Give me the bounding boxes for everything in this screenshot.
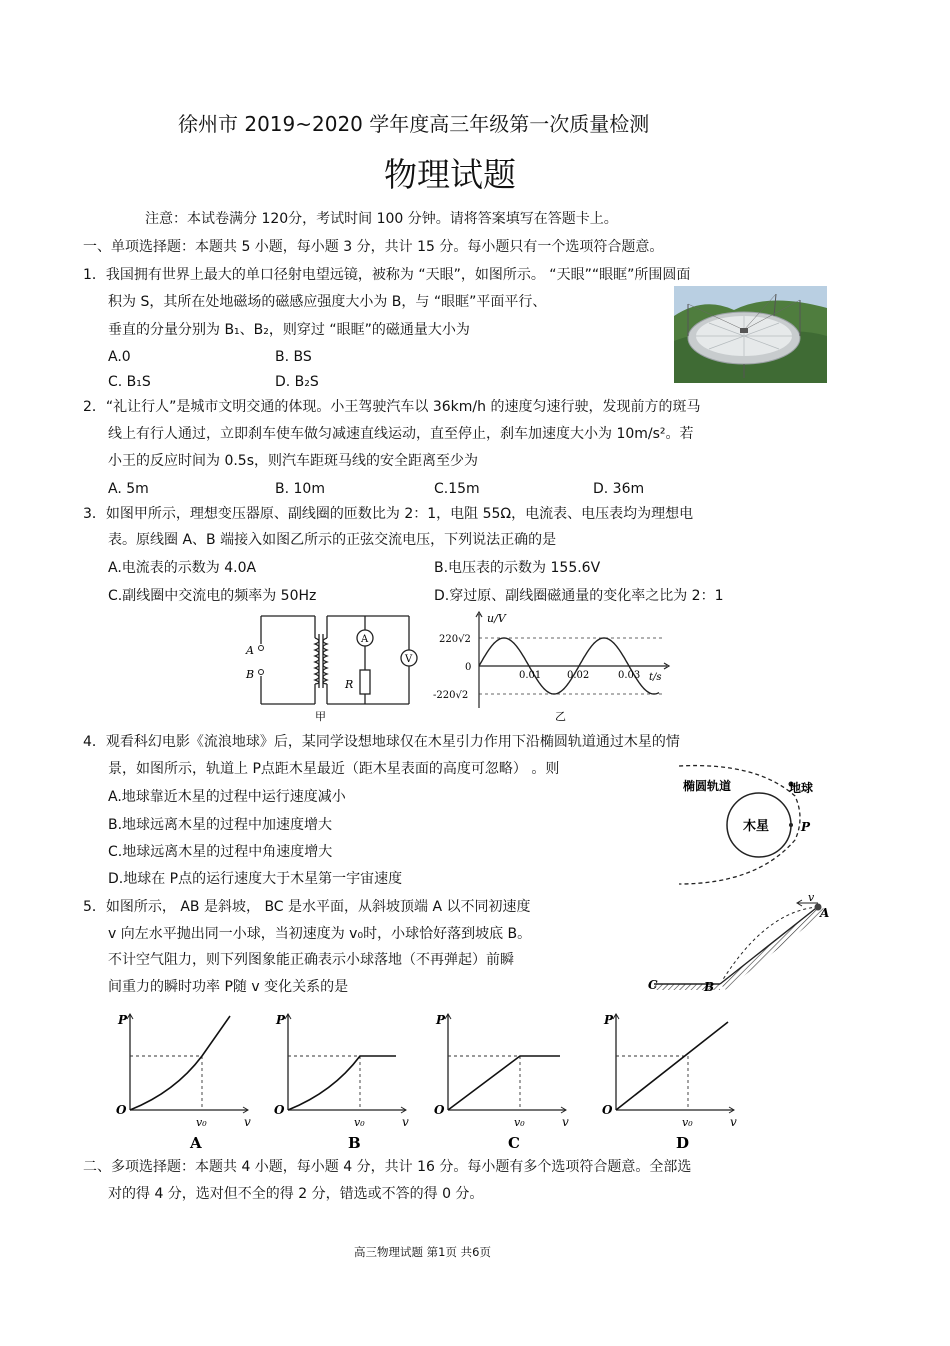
q1-line1: 1．我国拥有世界上最大的单口径射电望远镜，被称为 “天眼”，如图所示。 “天眼”“眼眶”所围圆面 <box>83 267 691 283</box>
point-b-label: B <box>704 980 715 994</box>
graph-p-label: P <box>436 1013 446 1027</box>
q1-line3: 垂直的分量分别为 B₁、B₂，则穿过 “眼眶”的磁通量大小为 <box>108 322 470 338</box>
q3-option-b: B.电压表的示数为 155.6V <box>434 560 601 576</box>
transformer-figure <box>243 608 675 724</box>
jupiter-label: 木星 <box>743 819 770 834</box>
graph-v0-label: v₀ <box>682 1116 693 1129</box>
section1-title: 一、单项选择题：本题共 5 小题，每小题 3 分，共计 15 分。每小题只有一个选项符合题意。 <box>83 239 664 255</box>
q1-option-b: B. BS <box>275 349 312 365</box>
x-tick-2: 0.02 <box>567 670 590 681</box>
q2-line3: 小王的反应时间为 0.5s，则汽车距斑马线的安全距离至少为 <box>108 453 479 469</box>
graph-v0-label: v₀ <box>196 1116 207 1129</box>
x-axis-label: t/s <box>649 672 662 683</box>
q1-option-a: A.0 <box>108 349 131 365</box>
point-c-label: C <box>648 978 658 992</box>
graph-origin-label: O <box>274 1103 285 1117</box>
power-velocity-graphs <box>108 1002 738 1152</box>
q3-line1: 3．如图甲所示，理想变压器原、副线圈的匝数比为 2：1，电阻 55Ω，电流表、电压表均为理想电 <box>83 506 694 522</box>
x-tick-1: 0.01 <box>519 670 542 681</box>
p-v-curve <box>448 1056 560 1110</box>
q5-line2: v 向左水平抛出同一小球，当初速度为 v₀时，小球恰好落到坡底 B。 <box>108 926 532 942</box>
graph-option-label: D <box>676 1134 690 1152</box>
q4-option-d: D.地球在 P点的运行速度大于木星第一宇宙速度 <box>108 871 403 887</box>
q4-line2: 景，如图所示，轨道上 P点距木星最近（距木星表面的高度可忽略） 。则 <box>108 761 560 777</box>
p-v-curve <box>288 1056 396 1110</box>
graph-v-label: v <box>244 1115 251 1129</box>
caption-yi: 乙 <box>555 710 566 723</box>
ammeter-label: A <box>361 634 369 645</box>
q3-option-d: D.穿过原、副线圈磁通量的变化率之比为 2：1 <box>434 588 724 604</box>
graph-p-label: P <box>604 1013 614 1027</box>
graph-option-label: C <box>508 1134 520 1152</box>
section2-line2: 对的得 4 分，选对但不全的得 2 分，错选或不答的得 0 分。 <box>108 1186 484 1202</box>
q5-line4: 间重力的瞬时功率 P随 v 变化关系的是 <box>108 979 349 995</box>
graph-option-label: B <box>348 1134 361 1152</box>
q3-line2: 表。原线圈 A、B 端接入如图乙所示的正弦交流电压，下列说法正确的是 <box>108 532 557 548</box>
telescope-photo <box>674 286 827 383</box>
q3-option-a: A.电流表的示数为 4.0A <box>108 560 257 576</box>
terminal-b-label: B <box>246 668 255 681</box>
notice: 注意：本试卷满分 120分，考试时间 100 分钟。请将答案填写在答题卡上。 <box>145 211 618 227</box>
q1-option-c: C. B₁S <box>108 374 151 390</box>
p-v-curve <box>130 1016 230 1110</box>
graph-v-label: v <box>730 1115 737 1129</box>
q2-option-d: D. 36m <box>593 481 645 497</box>
graph-p-label: P <box>118 1013 128 1027</box>
q2-line2: 线上有行人通过，立即刹车使车做匀减速直线运动，直至停止，刹车加速度大小为 10m/s²。若 <box>108 426 694 442</box>
q2-option-a: A. 5m <box>108 481 149 497</box>
terminal-a-label: A <box>246 644 254 657</box>
caption-jia: 甲 <box>315 710 326 723</box>
q4-option-b: B.地球远离木星的过程中加速度增大 <box>108 817 333 833</box>
q3-option-c: C.副线圈中交流电的频率为 50Hz <box>108 588 317 604</box>
earth-label: 地球 <box>789 781 814 795</box>
q4-option-c: C.地球远离木星的过程中角速度增大 <box>108 844 333 860</box>
section2-line1: 二、多项选择题：本题共 4 小题，每小题 4 分，共计 16 分。每小题有多个选项符合题意。全部选 <box>83 1159 692 1175</box>
y-axis-label: u/V <box>487 612 506 625</box>
q2-line1: 2．“礼让行人”是城市文明交通的体现。小王驾驶汽车以 36km/h 的速度匀速行驶，发现前方的斑马 <box>83 399 701 415</box>
point-p-label: P <box>801 820 811 834</box>
p-v-curve <box>616 1022 728 1110</box>
graph-v-label: v <box>402 1115 409 1129</box>
page-footer: 高三物理试题 第1页 共6页 <box>354 1245 491 1259</box>
graph-p-label: P <box>276 1013 286 1027</box>
orbit-label: 椭圆轨道 <box>683 779 732 793</box>
orbit-figure <box>677 760 822 887</box>
q5-line3: 不计空气阻力，则下列图象能正确表示小球落地（不再弹起）前瞬 <box>108 952 514 968</box>
graph-b <box>274 1013 409 1152</box>
q4-option-a: A.地球靠近木星的过程中运行速度减小 <box>108 789 346 805</box>
q5-line1: 5．如图所示， AB 是斜坡， BC 是水平面，从斜坡顶端 A 以不同初速度 <box>83 899 531 915</box>
graph-c <box>434 1013 569 1152</box>
velocity-label: v <box>808 891 815 904</box>
q2-option-b: B. 10m <box>275 481 325 497</box>
graph-v0-label: v₀ <box>514 1116 525 1129</box>
point-a-label: A <box>820 906 830 920</box>
graph-a <box>116 1013 251 1152</box>
q1-line2: 积为 S，其所在处地磁场的磁感应强度大小为 B，与 “眼眶”平面平行、 <box>108 294 547 310</box>
q4-line1: 4．观看科幻电影《流浪地球》后，某同学设想地球仅在木星引力作用下沿椭圆轨道通过木星的情 <box>83 734 680 750</box>
graph-option-label: A <box>190 1134 202 1152</box>
slope-figure <box>646 893 828 997</box>
q2-option-c: C.15m <box>434 481 480 497</box>
x-tick-3: 0.03 <box>618 670 641 681</box>
subject-title: 物理试题 <box>384 155 516 194</box>
resistor-label: R <box>345 678 354 691</box>
voltmeter-label: V <box>405 654 413 665</box>
exam-title: 徐州市 2019~2020 学年度高三年级第一次质量检测 <box>178 112 650 136</box>
graph-origin-label: O <box>116 1103 127 1117</box>
graph-origin-label: O <box>434 1103 445 1117</box>
graph-origin-label: O <box>602 1103 613 1117</box>
graph-v-label: v <box>562 1115 569 1129</box>
y-tick-zero: 0 <box>465 662 472 673</box>
y-tick-negative: -220√2 <box>433 690 469 701</box>
q1-option-d: D. B₂S <box>275 374 319 390</box>
y-tick-positive: 220√2 <box>439 634 471 645</box>
graph-v0-label: v₀ <box>354 1116 365 1129</box>
graph-d <box>602 1013 737 1152</box>
